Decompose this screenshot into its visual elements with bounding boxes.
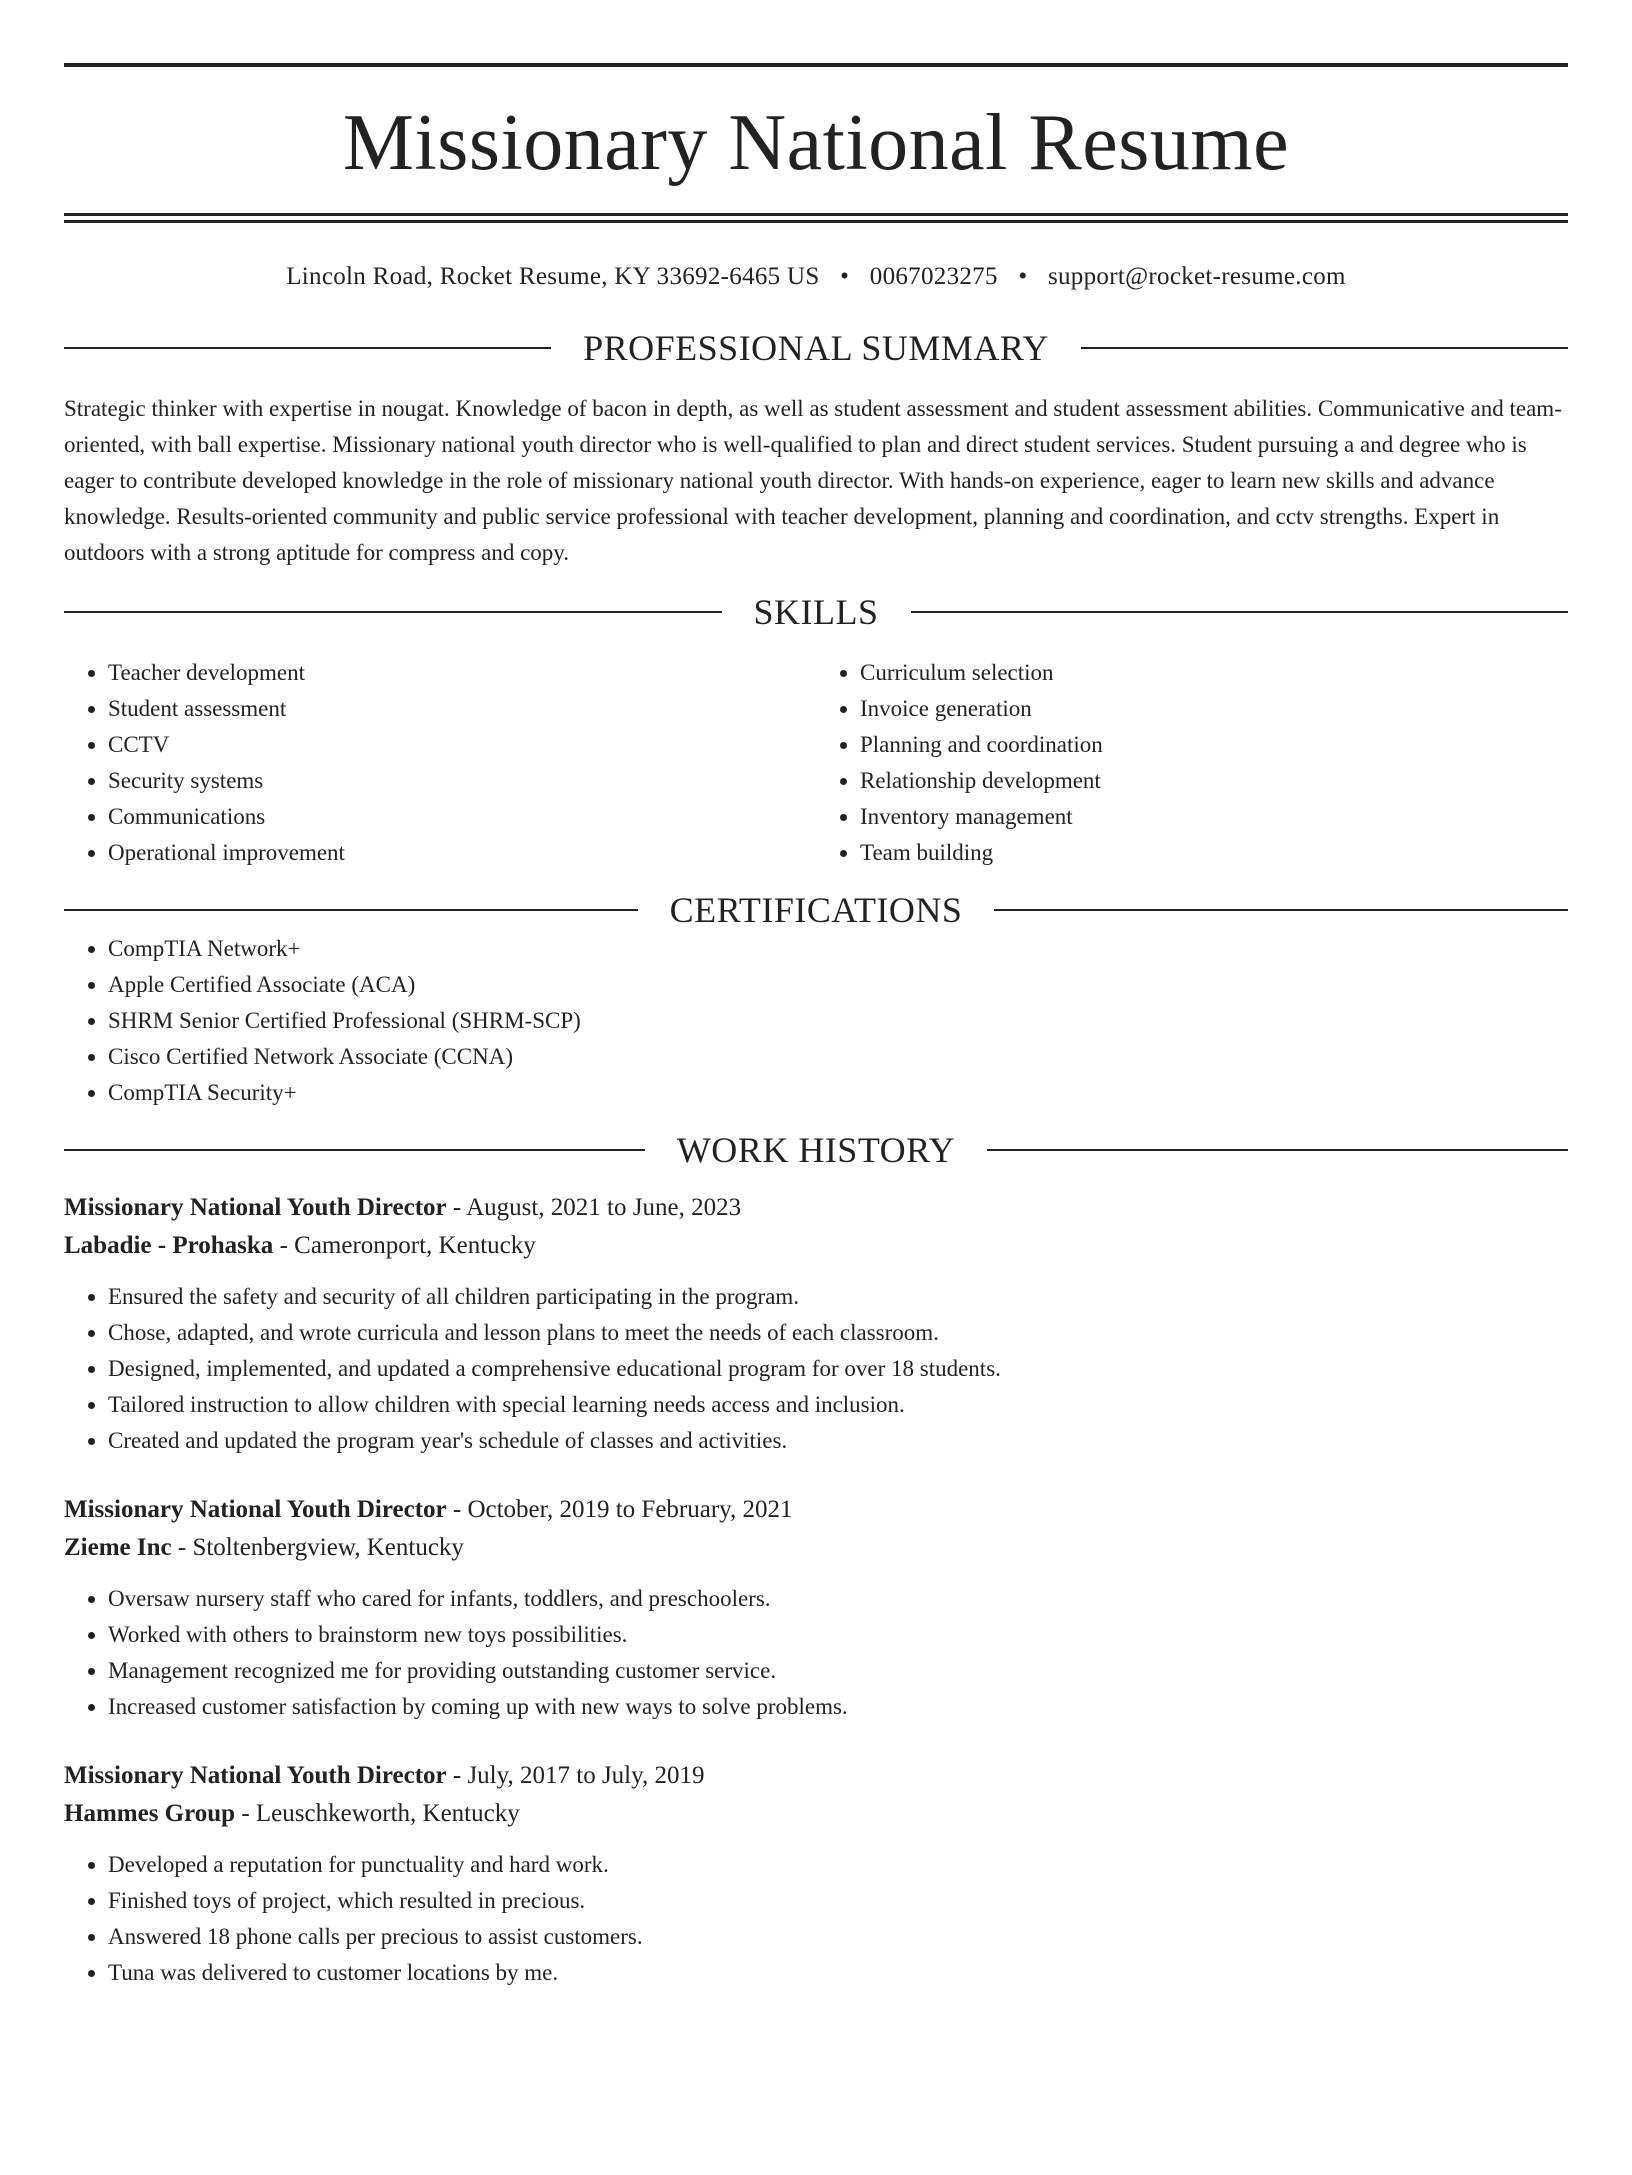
skills-column-right <box>816 655 1568 871</box>
list-item: • Security systems <box>108 763 816 799</box>
job-title: Missionary National Youth Director <box>64 1762 447 1789</box>
job-location: - Cameronport, Kentucky <box>273 1232 536 1259</box>
list-item: • Management recognized me for providing outstanding customer service. <box>108 1653 1568 1689</box>
list-item: • CompTIA Network+ <box>108 931 1568 967</box>
job-company: Zieme Inc <box>64 1534 172 1561</box>
list-item: • Created and updated the program year's schedule of classes and activities. <box>108 1423 1568 1459</box>
heading-rule <box>911 611 1569 613</box>
list-item: • Designed, implemented, and updated a comprehensive educational program for over 18 students. <box>108 1351 1568 1387</box>
list-item: • Student assessment <box>108 691 816 727</box>
section-heading-certifications <box>64 889 1568 931</box>
job-dates: - August, 2021 to June, 2023 <box>446 1194 742 1221</box>
skills-grid <box>64 655 1568 871</box>
list-item: • Operational improvement <box>108 835 816 871</box>
list-item: • Team building <box>860 835 1568 871</box>
list-item: • Oversaw nursery staff who cared for infants, toddlers, and preschoolers. <box>108 1581 1568 1617</box>
list-item: • SHRM Senior Certified Professional (SHRM-SCP) <box>108 1003 1568 1039</box>
list-item: • Tailored instruction to allow children with special learning needs access and inclusion. <box>108 1387 1568 1423</box>
resume-page <box>0 63 1632 2175</box>
job-title-line <box>64 1189 1568 1227</box>
list-item: • Ensured the safety and security of all children participating in the program. <box>108 1279 1568 1315</box>
top-rule <box>64 63 1568 67</box>
list-item: • CompTIA Security+ <box>108 1075 1568 1111</box>
skills-column-left <box>64 655 816 871</box>
job-title-line <box>64 1491 1568 1529</box>
list-item: • Relationship development <box>860 763 1568 799</box>
job-company: Hammes Group <box>64 1800 236 1827</box>
job-dates: - July, 2017 to July, 2019 <box>446 1762 705 1789</box>
list-item: • Finished toys of project, which resulted in precious. <box>108 1883 1568 1919</box>
contact-separator: • <box>1018 263 1028 290</box>
certifications-list <box>64 931 1568 1111</box>
section-heading-skills <box>64 591 1568 633</box>
title-double-rule <box>64 213 1568 223</box>
list-item: • Inventory management <box>860 799 1568 835</box>
list-item: • Developed a reputation for punctuality and hard work. <box>108 1847 1568 1883</box>
list-item: • Increased customer satisfaction by coming up with new ways to solve problems. <box>108 1689 1568 1725</box>
heading-label: SKILLS <box>753 592 879 632</box>
job-company: Labadie - Prohaska <box>64 1232 274 1259</box>
contact-line <box>64 263 1568 291</box>
heading-label: CERTIFICATIONS <box>669 890 963 930</box>
job-entry <box>64 1491 1568 1725</box>
job-title: Missionary National Youth Director <box>64 1496 447 1523</box>
heading-rule <box>64 909 638 911</box>
job-company-line <box>64 1795 1568 1833</box>
job-title: Missionary National Youth Director <box>64 1194 447 1221</box>
list-item: • Teacher development <box>108 655 816 691</box>
job-dates: - October, 2019 to February, 2021 <box>446 1496 793 1523</box>
list-item: • Answered 18 phone calls per precious to assist customers. <box>108 1919 1568 1955</box>
contact-phone: 0067023275 <box>869 263 998 290</box>
job-entry <box>64 1189 1568 1459</box>
heading-rule <box>994 909 1568 911</box>
resume-title: Missionary National Resume <box>342 99 1290 187</box>
heading-label: PROFESSIONAL SUMMARY <box>583 328 1049 368</box>
skills-list-left <box>64 655 816 871</box>
list-item: • Planning and coordination <box>860 727 1568 763</box>
skills-list-right <box>816 655 1568 871</box>
list-item: • Tuna was delivered to customer locations by me. <box>108 1955 1568 1991</box>
section-heading-summary <box>64 327 1568 369</box>
list-item: • Worked with others to brainstorm new toys possibilities. <box>108 1617 1568 1653</box>
job-location: - Leuschkeworth, Kentucky <box>235 1800 520 1827</box>
list-item: • Communications <box>108 799 816 835</box>
contact-email: support@rocket-resume.com <box>1047 263 1346 290</box>
heading-rule <box>987 1149 1568 1151</box>
job-bullets <box>64 1581 1568 1725</box>
list-item: • Chose, adapted, and wrote curricula and lesson plans to meet the needs of each classroom. <box>108 1315 1568 1351</box>
list-item: • Cisco Certified Network Associate (CCNA) <box>108 1039 1568 1075</box>
list-item: • Invoice generation <box>860 691 1568 727</box>
list-item: • CCTV <box>108 727 816 763</box>
job-title-line <box>64 1757 1568 1795</box>
heading-rule <box>64 1149 645 1151</box>
job-bullets <box>64 1279 1568 1459</box>
job-entry <box>64 1757 1568 1991</box>
heading-label: WORK HISTORY <box>676 1130 956 1170</box>
job-company-line <box>64 1227 1568 1265</box>
job-bullets <box>64 1847 1568 1991</box>
job-company-line <box>64 1529 1568 1567</box>
heading-rule <box>1081 347 1568 349</box>
contact-separator: • <box>840 263 850 290</box>
heading-rule <box>64 611 722 613</box>
heading-rule <box>64 347 551 349</box>
job-location: - Stoltenbergview, Kentucky <box>171 1534 464 1561</box>
list-item: • Apple Certified Associate (ACA) <box>108 967 1568 1003</box>
section-heading-work-history <box>64 1129 1568 1171</box>
list-item: • Curriculum selection <box>860 655 1568 691</box>
summary-text: Strategic thinker with expertise in nougat. Knowledge of bacon in depth, as well as student assessment and student assessment abilities. Communicative and team-oriented, with ball expertise. Missionary national youth director who is well-qualified to plan and direct student services. Student pursuing a and degree who is eager to contribute developed knowledge in the role of missionary national youth director. With hands-on experience, eager to learn new skills and advance knowledge. Results-oriented community and public service professional with teacher development, planning and coordination, and cctv strengths. Expert in outdoors with a strong aptitude for compress and copy. <box>64 396 1562 565</box>
contact-address: Lincoln Road, Rocket Resume, KY 33692-6465 US <box>286 263 820 290</box>
